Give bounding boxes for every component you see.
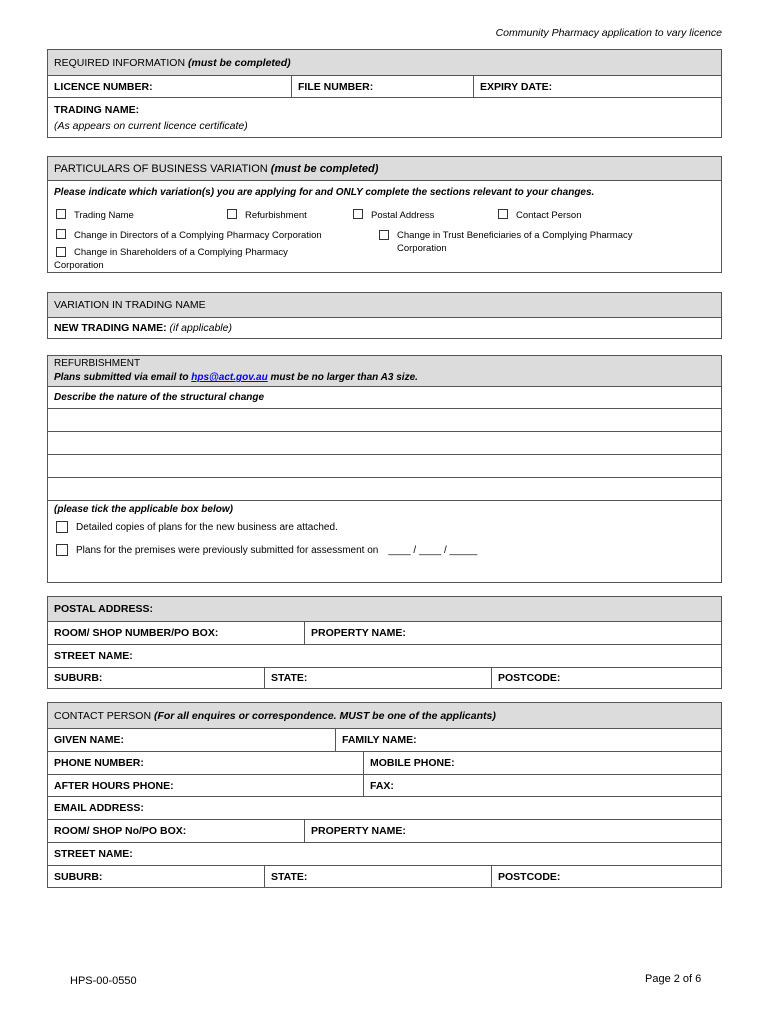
email-link[interactable]: hps@act.gov.au <box>191 372 268 383</box>
section-heading: VARIATION IN TRADING NAME <box>54 299 206 311</box>
option-label: Contact Person <box>516 210 582 221</box>
after-hours-phone-field[interactable]: AFTER HOURS PHONE: <box>54 779 174 792</box>
new-trading-name-field[interactable] <box>48 318 721 338</box>
option-directors[interactable] <box>56 229 322 242</box>
description-line[interactable] <box>48 477 721 500</box>
particulars-instruction: Please indicate which variation(s) you are applying for and ONLY complete the sections relevant to your changes. <box>54 187 595 198</box>
phone-number-field[interactable]: PHONE NUMBER: <box>54 757 144 769</box>
option-label: Change in Directors of a Complying Pharmacy Corporation <box>74 230 322 241</box>
mobile-phone-field[interactable]: MOBILE PHONE: <box>363 752 721 774</box>
option-contact-person[interactable] <box>498 209 581 222</box>
option-refurbishment[interactable] <box>227 209 307 222</box>
option-label: Detailed copies of plans for the new business are attached. <box>76 522 338 533</box>
form-code: HPS-00-0550 <box>70 975 137 987</box>
checkbox[interactable] <box>56 521 68 533</box>
fax-field[interactable]: FAX: <box>363 775 721 796</box>
contact-suburb-field[interactable]: SUBURB: <box>54 870 103 883</box>
section-heading: POSTAL ADDRESS: <box>54 603 153 615</box>
required-information-heading <box>48 50 721 75</box>
option-label: Refurbishment <box>245 210 307 221</box>
checkbox[interactable] <box>353 209 363 219</box>
section-heading: CONTACT PERSON <box>54 709 152 722</box>
option-trading-name[interactable] <box>56 209 134 222</box>
page-number: Page 2 of 6 <box>645 973 702 985</box>
family-name-field[interactable]: FAMILY NAME: <box>335 729 721 751</box>
description-line[interactable] <box>48 431 721 454</box>
document-header-title: Community Pharmacy application to vary licence <box>495 27 722 39</box>
description-line[interactable] <box>48 408 721 431</box>
description-line[interactable] <box>48 454 721 477</box>
plans-prefix: Plans submitted via email to <box>54 372 189 383</box>
postal-address-section <box>47 596 722 689</box>
contact-property-field[interactable]: PROPERTY NAME: <box>304 820 721 842</box>
section-heading: PARTICULARS OF BUSINESS VARIATION <box>54 162 268 175</box>
new-trading-name-note: (if applicable) <box>169 322 232 334</box>
contact-state-field[interactable]: STATE: <box>264 866 491 887</box>
plans-suffix: must be no larger than A3 size. <box>270 372 418 383</box>
describe-change-label: Describe the nature of the structural change <box>54 392 265 403</box>
option-trust[interactable] <box>379 229 679 255</box>
trading-name-note: (As appears on current licence certificate) <box>54 119 248 132</box>
option-plans-attached[interactable] <box>56 521 338 534</box>
trading-name-field[interactable] <box>48 98 721 137</box>
heading-note: (For all enquires or correspondence. MUST be one of the applicants) <box>153 709 496 722</box>
option-postal-address[interactable] <box>353 209 434 222</box>
heading-note: (must be completed) <box>270 162 379 175</box>
email-address-field[interactable]: EMAIL ADDRESS: <box>54 802 144 814</box>
postal-room-field[interactable]: ROOM/ SHOP NUMBER/PO BOX: <box>54 627 219 639</box>
contact-street-field[interactable]: STREET NAME: <box>54 848 133 860</box>
section-heading: REQUIRED INFORMATION <box>54 56 186 69</box>
refurbishment-section <box>47 355 722 583</box>
option-shareholders[interactable] <box>54 246 324 272</box>
contact-postcode-field[interactable]: POSTCODE: <box>491 866 721 887</box>
contact-person-section <box>47 702 722 888</box>
expiry-date-field[interactable]: EXPIRY DATE: <box>473 76 721 97</box>
heading-note: (must be completed) <box>187 56 291 69</box>
file-number-field[interactable]: FILE NUMBER: <box>291 76 473 97</box>
postal-state-field[interactable]: STATE: <box>264 668 491 688</box>
particulars-heading <box>48 157 721 180</box>
licence-number-field[interactable]: LICENCE NUMBER: <box>54 80 153 93</box>
trading-name-label: TRADING NAME: <box>54 103 140 116</box>
given-name-field[interactable]: GIVEN NAME: <box>54 734 125 746</box>
tick-note: (please tick the applicable box below) <box>54 504 233 515</box>
postal-street-field[interactable]: STREET NAME: <box>54 650 133 662</box>
particulars-section <box>47 156 722 273</box>
required-information-section <box>47 49 722 138</box>
postal-property-field[interactable]: PROPERTY NAME: <box>304 622 721 644</box>
checkbox[interactable] <box>227 209 237 219</box>
option-label: Trading Name <box>74 210 134 221</box>
checkbox[interactable] <box>379 230 389 240</box>
option-label: Change in Shareholders of a Complying Pharmacy Corporation <box>54 247 288 271</box>
option-label: Postal Address <box>371 210 435 221</box>
checkbox[interactable] <box>56 229 66 239</box>
section-heading: REFURBISHMENT <box>54 358 141 369</box>
option-plans-previous[interactable] <box>56 544 477 557</box>
checkbox[interactable] <box>56 209 66 219</box>
date-blank[interactable]: ____ / ____ / _____ <box>388 545 478 556</box>
postal-postcode-field[interactable]: POSTCODE: <box>491 668 721 688</box>
checkbox[interactable] <box>56 247 66 257</box>
variation-trading-name-section <box>47 292 722 339</box>
option-label: Change in Trust Beneficiaries of a Complying Pharmacy Corporation <box>397 230 633 254</box>
checkbox[interactable] <box>498 209 508 219</box>
postal-suburb-field[interactable]: SUBURB: <box>54 672 103 684</box>
new-trading-name-label: NEW TRADING NAME: <box>54 322 167 334</box>
checkbox[interactable] <box>56 544 68 556</box>
contact-room-field[interactable]: ROOM/ SHOP No/PO BOX: <box>54 825 187 837</box>
option-label: Plans for the premises were previously submitted for assessment on <box>76 545 379 556</box>
